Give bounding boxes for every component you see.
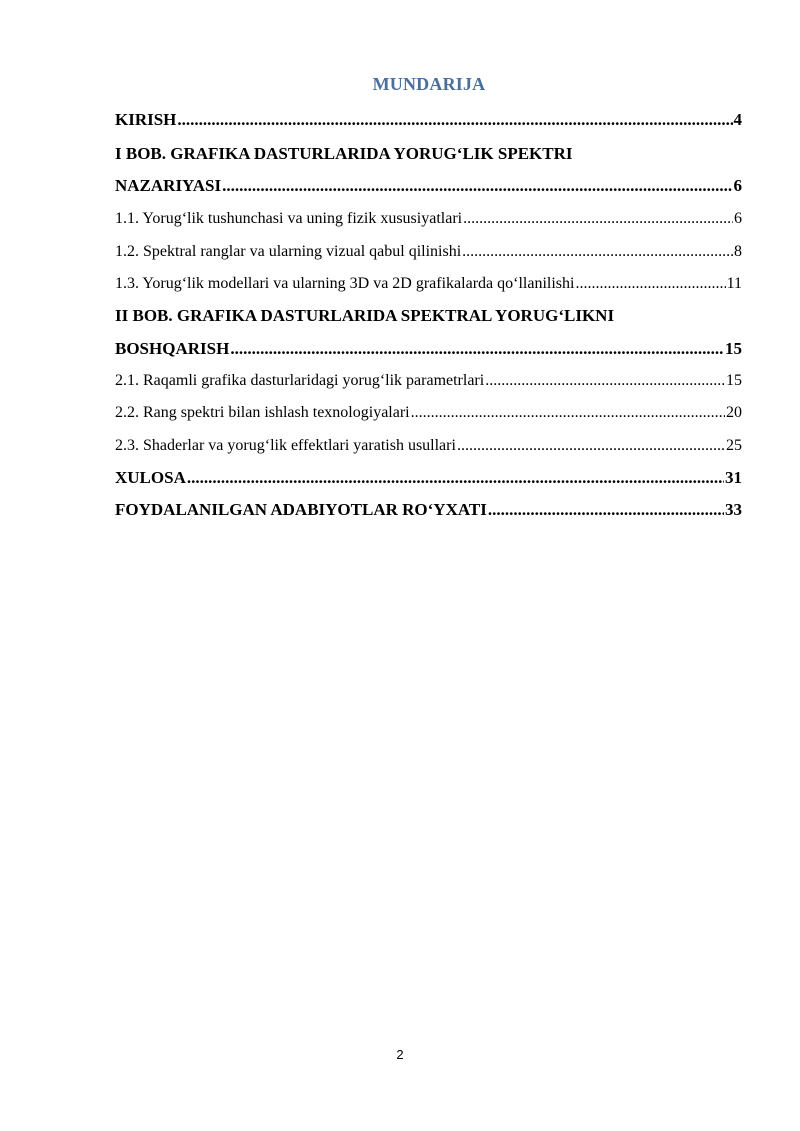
- dot-leader: [177, 109, 732, 131]
- toc-entry-label: 2.3. Shaderlar va yorug‘lik effektlari yaratish usullari: [115, 437, 456, 454]
- toc-entry-xulosa[interactable]: [115, 467, 742, 489]
- toc-entry-label: NAZARIYASI: [115, 176, 222, 195]
- toc-entry-2-3[interactable]: [115, 435, 742, 457]
- toc-entry-label: 1.1. Yorug‘lik tushunchasi va uning fizik xususiyatlari: [115, 210, 463, 227]
- dot-leader: [485, 370, 725, 392]
- toc-page-number: 33: [725, 500, 742, 519]
- toc-entry-1-3[interactable]: [115, 273, 742, 295]
- toc-entry-1-2[interactable]: [115, 241, 742, 263]
- toc-entry-references[interactable]: [115, 499, 742, 521]
- dot-leader: [463, 208, 733, 230]
- dot-leader: [462, 241, 733, 263]
- toc-entry-2-1[interactable]: [115, 370, 742, 392]
- toc-page-number: 4: [733, 110, 742, 129]
- toc-entry-chapter1[interactable]: [115, 175, 742, 197]
- dot-leader: [222, 175, 732, 197]
- dot-leader: [457, 435, 725, 457]
- toc-chapter2-heading[interactable]: II BOB. GRAFIKA DASTURLARIDA SPEKTRAL YORUG‘LIKNI: [115, 306, 615, 325]
- toc-entry-label: XULOSA: [115, 468, 186, 487]
- toc-chapter1-heading[interactable]: I BOB. GRAFIKA DASTURLARIDA YORUG‘LIK SPEKTRI: [115, 144, 573, 163]
- toc-entry-chapter2[interactable]: [115, 338, 742, 360]
- toc-entry-1-1[interactable]: [115, 208, 742, 230]
- dot-leader: [230, 338, 724, 360]
- dot-leader: [575, 273, 725, 295]
- dot-leader: [411, 402, 725, 424]
- toc-entry-label: 2.2. Rang spektri bilan ishlash texnologiyalari: [115, 404, 410, 421]
- toc-page-number: 15: [725, 339, 742, 358]
- toc-page-number: 15: [726, 372, 742, 389]
- dot-leader: [488, 499, 724, 521]
- toc-entry-label: 1.3. Yorug‘lik modellari va ularning 3D va 2D grafikalarda qo‘llanilishi: [115, 275, 575, 292]
- toc-entry-label: 1.2. Spektral ranglar va ularning vizual qabul qilinishi: [115, 243, 462, 260]
- toc-entry-2-2[interactable]: [115, 402, 742, 424]
- toc-entry-kirish[interactable]: [115, 109, 742, 131]
- toc-page-number: 11: [726, 275, 742, 292]
- toc-page-number: 20: [726, 404, 742, 421]
- toc-entry-label: 2.1. Raqamli grafika dasturlaridagi yorug‘lik parametrlari: [115, 372, 485, 389]
- toc-title: MUNDARIJA: [372, 74, 486, 94]
- page-number: 2: [396, 1047, 404, 1062]
- toc-page-number: 8: [734, 243, 742, 260]
- toc-entry-label: KIRISH: [115, 110, 177, 129]
- toc-entry-label: FOYDALANILGAN ADABIYOTLAR RO‘YXATI: [115, 500, 487, 519]
- toc-page-number: 25: [726, 437, 742, 454]
- toc-entry-label: BOSHQARISH: [115, 339, 230, 358]
- toc-page-number: 6: [734, 210, 742, 227]
- dot-leader: [187, 467, 724, 489]
- toc-page-number: 31: [725, 468, 742, 487]
- toc-page-number: 6: [733, 176, 742, 195]
